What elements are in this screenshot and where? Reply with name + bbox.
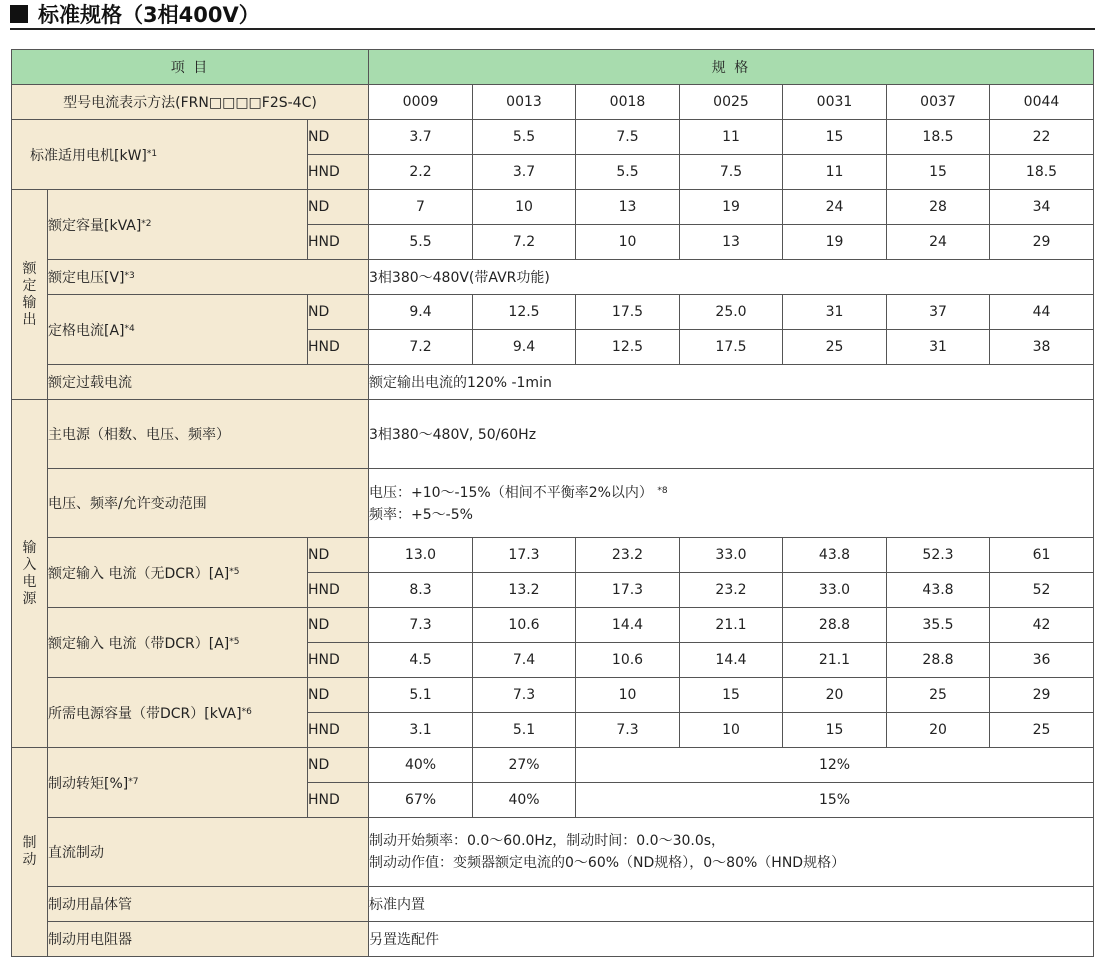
resistor-row: [12, 922, 1094, 957]
supply-capacity-hnd: 25: [990, 713, 1094, 748]
std-motor-note: *1: [146, 148, 158, 159]
capacity-hnd: 10: [576, 225, 680, 260]
capacity-hnd: 24: [887, 225, 990, 260]
with-dcr-nd: 14.4: [576, 608, 680, 643]
input-power-group-text: 输入电源: [22, 539, 37, 607]
no-dcr-nd: 43.8: [783, 538, 887, 573]
std-motor-hnd: 18.5: [990, 155, 1094, 190]
supply-capacity-nd: 10: [576, 678, 680, 713]
with-dcr-hnd: 14.4: [680, 643, 783, 678]
title-text: 标准规格（3相400V）: [38, 3, 260, 27]
no-dcr-nd: 52.3: [887, 538, 990, 573]
braking-group: [12, 748, 48, 957]
with-dcr-nd: 42: [990, 608, 1094, 643]
rated-output-group-text: 额定输出: [22, 260, 37, 328]
model-value: 0009: [369, 85, 473, 120]
mode-hnd: HND: [308, 155, 369, 190]
capacity-nd: 13: [576, 190, 680, 225]
supply-capacity-hnd: 3.1: [369, 713, 473, 748]
voltage-label-text: 额定电压[V]: [48, 270, 125, 286]
supply-capacity-nd: 20: [783, 678, 887, 713]
range-note: *8: [657, 486, 668, 496]
std-motor-nd: 18.5: [887, 120, 990, 155]
torque-note: *7: [128, 776, 139, 787]
supply-capacity-nd: 5.1: [369, 678, 473, 713]
no-dcr-nd: 13.0: [369, 538, 473, 573]
capacity-hnd: 5.5: [369, 225, 473, 260]
mode-hnd: HND: [308, 713, 369, 748]
with-dcr-hnd: 36: [990, 643, 1094, 678]
current-nd: 12.5: [473, 295, 576, 330]
supply-capacity-hnd: 15: [783, 713, 887, 748]
transistor-value: 标准内置: [369, 887, 1094, 922]
overload-label: 额定过载电流: [48, 365, 369, 400]
current-hnd: 9.4: [473, 330, 576, 365]
range-line1: [369, 480, 1093, 504]
no-dcr-hnd: 43.8: [887, 573, 990, 608]
supply-capacity-label-text: 所需电源容量（带DCR）[kVA]: [48, 705, 242, 722]
std-motor-hnd: 11: [783, 155, 887, 190]
model-value: 0037: [887, 85, 990, 120]
capacity-nd: 19: [680, 190, 783, 225]
current-hnd: 12.5: [576, 330, 680, 365]
mode-nd: ND: [308, 190, 369, 225]
std-motor-hnd: 15: [887, 155, 990, 190]
current-nd: 31: [783, 295, 887, 330]
dc-braking-value: [369, 818, 1094, 887]
mode-nd: ND: [308, 120, 369, 155]
current-nd: 25.0: [680, 295, 783, 330]
capacity-hnd: 29: [990, 225, 1094, 260]
capacity-hnd: 19: [783, 225, 887, 260]
supply-capacity-nd: 25: [887, 678, 990, 713]
current-label-text: 定格电流[A]: [48, 322, 125, 339]
std-motor-label-text: 标准适用电机[kW]: [30, 147, 147, 164]
main-power-row: [12, 400, 1094, 469]
current-nd: 37: [887, 295, 990, 330]
mode-nd: ND: [308, 678, 369, 713]
title-square-icon: [10, 5, 28, 23]
torque-hnd: 40%: [473, 783, 576, 818]
transistor-label: 制动用晶体管: [48, 887, 369, 922]
range-label: 电压、频率/允许变动范围: [48, 469, 369, 538]
std-motor-nd: 22: [990, 120, 1094, 155]
no-dcr-label: [48, 538, 308, 608]
with-dcr-nd: 7.3: [369, 608, 473, 643]
no-dcr-note: *5: [229, 566, 240, 577]
page-title: [10, 0, 260, 28]
with-dcr-nd: 10.6: [473, 608, 576, 643]
capacity-nd: 10: [473, 190, 576, 225]
dc-braking-line1: 制动开始频率：0.0～60.0Hz，制动时间：0.0～30.0s，: [369, 833, 726, 849]
current-nd: 17.5: [576, 295, 680, 330]
main-power-label: 主电源（相数、电压、频率）: [48, 400, 369, 469]
supply-capacity-hnd: 10: [680, 713, 783, 748]
header-spec: 规 格: [369, 50, 1094, 85]
with-dcr-hnd: 10.6: [576, 643, 680, 678]
torque-nd: 12%: [576, 748, 1094, 783]
with-dcr-label-text: 额定输入 电流（带DCR）[A]: [48, 635, 230, 652]
mode-nd: ND: [308, 295, 369, 330]
input-power-group: [12, 400, 48, 748]
supply-capacity-note: *6: [241, 706, 252, 717]
current-note: *4: [124, 323, 135, 334]
std-motor-hnd: 7.5: [680, 155, 783, 190]
mode-hnd: HND: [308, 225, 369, 260]
no-dcr-hnd: 52: [990, 573, 1094, 608]
current-hnd: 17.5: [680, 330, 783, 365]
torque-nd: 40%: [369, 748, 473, 783]
mode-hnd: HND: [308, 573, 369, 608]
current-label: [48, 295, 308, 365]
with-dcr-note: *5: [229, 636, 240, 647]
model-value: 0018: [576, 85, 680, 120]
mode-nd: ND: [308, 538, 369, 573]
mode-hnd: HND: [308, 783, 369, 818]
braking-group-text: 制动: [22, 835, 37, 868]
transistor-row: [12, 887, 1094, 922]
voltage-value: 3相380～480V(带AVR功能): [369, 260, 1094, 295]
std-motor-nd: 5.5: [473, 120, 576, 155]
no-dcr-hnd: 23.2: [680, 573, 783, 608]
current-hnd: 31: [887, 330, 990, 365]
current-nd: 44: [990, 295, 1094, 330]
mode-hnd: HND: [308, 330, 369, 365]
model-value: 0025: [680, 85, 783, 120]
dc-braking-line2: 制动动作值：变频器额定电流的0～60%（ND规格），0～80%（HND规格）: [369, 855, 846, 871]
overload-row: [12, 365, 1094, 400]
torque-nd: 27%: [473, 748, 576, 783]
std-motor-nd: 3.7: [369, 120, 473, 155]
current-nd: 9.4: [369, 295, 473, 330]
model-value: 0031: [783, 85, 887, 120]
torque-label: [48, 748, 308, 818]
capacity-hnd: 13: [680, 225, 783, 260]
supply-capacity-hnd: 20: [887, 713, 990, 748]
current-hnd: 38: [990, 330, 1094, 365]
mode-hnd: HND: [308, 643, 369, 678]
overload-value: 额定输出电流的120% -1min: [369, 365, 1094, 400]
main-power-value: 3相380～480V, 50/60Hz: [369, 400, 1094, 469]
supply-capacity-nd-row: [12, 678, 1094, 713]
voltage-note: *3: [124, 271, 135, 281]
header-row: [12, 50, 1094, 85]
model-row: [12, 85, 1094, 120]
capacity-note: *2: [141, 218, 152, 229]
torque-hnd: 67%: [369, 783, 473, 818]
no-dcr-hnd: 13.2: [473, 573, 576, 608]
current-nd-row: [12, 295, 1094, 330]
capacity-nd: 34: [990, 190, 1094, 225]
range-row: [12, 469, 1094, 538]
with-dcr-hnd: 28.8: [887, 643, 990, 678]
mode-nd: ND: [308, 608, 369, 643]
supply-capacity-hnd: 5.1: [473, 713, 576, 748]
no-dcr-hnd: 33.0: [783, 573, 887, 608]
with-dcr-nd: 35.5: [887, 608, 990, 643]
model-value: 0013: [473, 85, 576, 120]
with-dcr-hnd: 21.1: [783, 643, 887, 678]
supply-capacity-label: [48, 678, 308, 748]
spec-table: [11, 49, 1094, 957]
model-label: 型号电流表示方法(FRN□□□□F2S-4C): [12, 85, 369, 120]
capacity-nd: 7: [369, 190, 473, 225]
std-motor-hnd: 2.2: [369, 155, 473, 190]
no-dcr-nd-row: [12, 538, 1094, 573]
title-rule: [10, 28, 1095, 30]
no-dcr-nd: 33.0: [680, 538, 783, 573]
torque-label-text: 制动转矩[%]: [48, 775, 129, 792]
with-dcr-nd: 28.8: [783, 608, 887, 643]
std-motor-label: [12, 120, 308, 190]
with-dcr-label: [48, 608, 308, 678]
dc-braking-label: 直流制动: [48, 818, 369, 887]
supply-capacity-hnd: 7.3: [576, 713, 680, 748]
no-dcr-hnd: 17.3: [576, 573, 680, 608]
std-motor-hnd: 5.5: [576, 155, 680, 190]
std-motor-nd: 7.5: [576, 120, 680, 155]
range-line2: 频率：+5～-5%: [369, 507, 473, 523]
no-dcr-label-text: 额定输入 电流（无DCR）[A]: [48, 565, 230, 582]
capacity-nd-row: [12, 190, 1094, 225]
torque-hnd: 15%: [576, 783, 1094, 818]
std-motor-nd: 11: [680, 120, 783, 155]
capacity-hnd: 7.2: [473, 225, 576, 260]
no-dcr-hnd: 8.3: [369, 573, 473, 608]
capacity-nd: 24: [783, 190, 887, 225]
resistor-value: 另置选配件: [369, 922, 1094, 957]
with-dcr-nd: 21.1: [680, 608, 783, 643]
mode-nd: ND: [308, 748, 369, 783]
std-motor-nd: 15: [783, 120, 887, 155]
supply-capacity-nd: 7.3: [473, 678, 576, 713]
supply-capacity-nd: 15: [680, 678, 783, 713]
header-item: 项 目: [12, 50, 369, 85]
dc-braking-row: [12, 818, 1094, 887]
rated-output-group: [12, 190, 48, 400]
torque-nd-row: [12, 748, 1094, 783]
range-value: [369, 469, 1094, 538]
model-value: 0044: [990, 85, 1094, 120]
capacity-nd: 28: [887, 190, 990, 225]
voltage-row: [12, 260, 1094, 295]
capacity-label-text: 额定容量[kVA]: [48, 217, 142, 234]
current-hnd: 7.2: [369, 330, 473, 365]
resistor-label: 制动用电阻器: [48, 922, 369, 957]
with-dcr-nd-row: [12, 608, 1094, 643]
with-dcr-hnd: 7.4: [473, 643, 576, 678]
no-dcr-nd: 61: [990, 538, 1094, 573]
voltage-label: [48, 260, 369, 295]
no-dcr-nd: 17.3: [473, 538, 576, 573]
std-motor-nd-row: [12, 120, 1094, 155]
with-dcr-hnd: 4.5: [369, 643, 473, 678]
capacity-label: [48, 190, 308, 260]
range-line1-text: 电压：+10～-15%（相间不平衡率2%以内）: [369, 485, 653, 501]
supply-capacity-nd: 29: [990, 678, 1094, 713]
current-hnd: 25: [783, 330, 887, 365]
std-motor-hnd: 3.7: [473, 155, 576, 190]
no-dcr-nd: 23.2: [576, 538, 680, 573]
